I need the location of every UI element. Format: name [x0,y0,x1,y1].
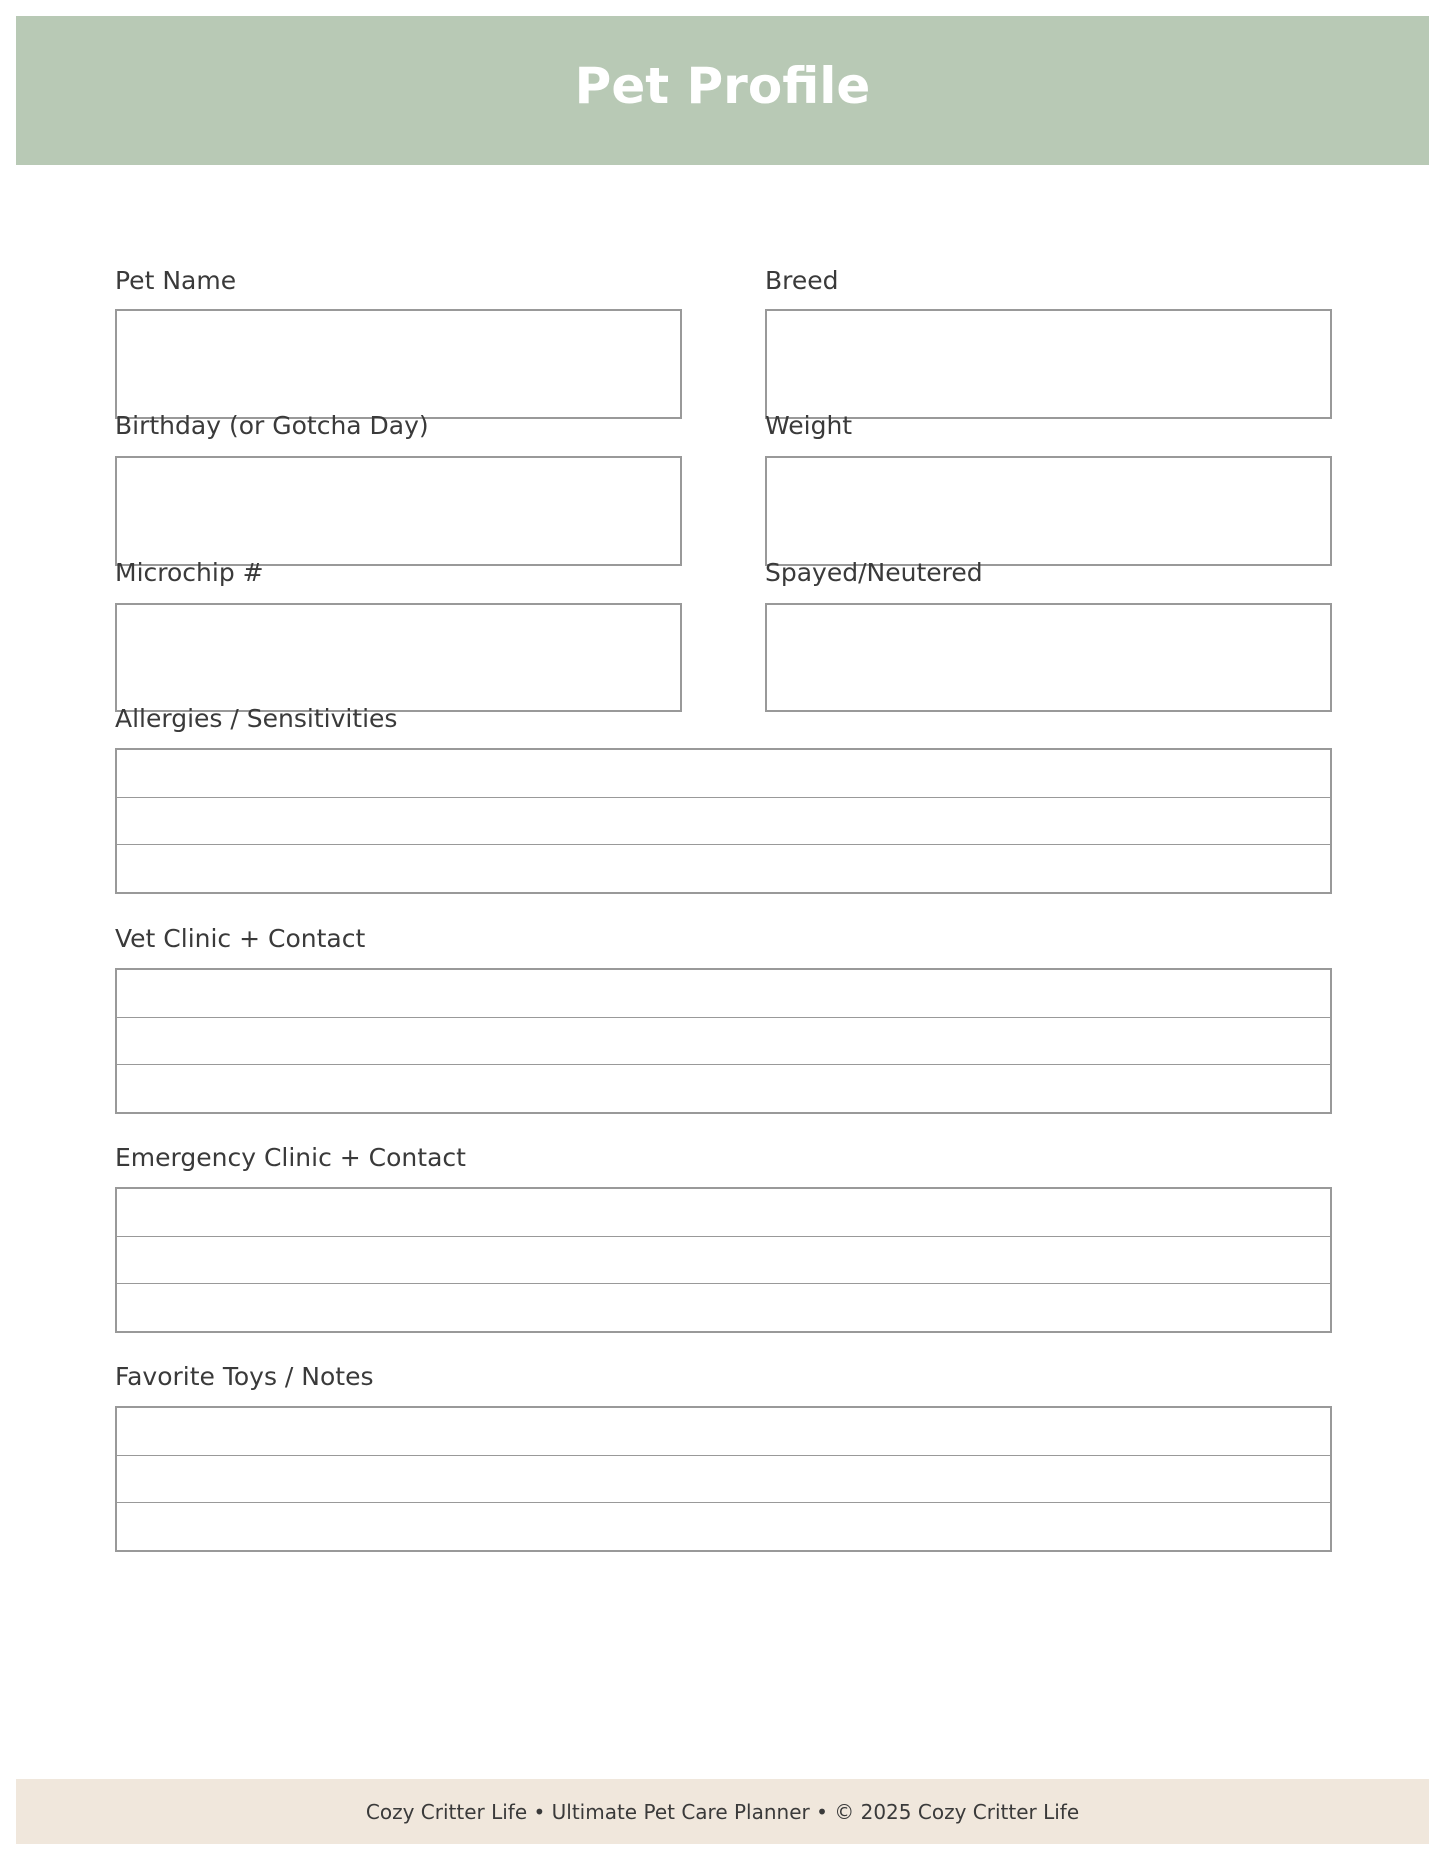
page-header [16,16,1429,165]
favorite-toys-line-3[interactable] [117,1502,1330,1550]
vet-clinic-line-3[interactable] [117,1064,1330,1112]
vet-clinic-line-2[interactable] [117,1017,1330,1065]
pet-name-label: Pet Name [115,266,237,295]
allergies-line-1[interactable] [117,750,1330,797]
breed-label: Breed [765,266,839,295]
allergies-line-2[interactable] [117,797,1330,845]
birthday-label: Birthday (or Gotcha Day) [115,411,429,440]
birthday-field[interactable] [115,456,682,566]
emergency-clinic-field[interactable] [115,1187,1332,1333]
breed-field[interactable] [765,309,1332,419]
weight-field[interactable] [765,456,1332,566]
page-title: Pet Profile [574,57,871,115]
footer-copyright: Cozy Critter Life • Ultimate Pet Care Planner • © 2025 Cozy Critter Life [365,1799,1080,1824]
vet-clinic-field[interactable] [115,968,1332,1114]
allergies-label: Allergies / Sensitivities [115,704,398,733]
favorite-toys-label: Favorite Toys / Notes [115,1362,374,1391]
emergency-clinic-line-3[interactable] [117,1283,1330,1331]
spayed-neutered-field[interactable] [765,603,1332,712]
page-footer [16,1779,1429,1844]
favorite-toys-field[interactable] [115,1406,1332,1552]
microchip-label: Microchip # [115,558,264,587]
favorite-toys-line-1[interactable] [117,1408,1330,1455]
favorite-toys-line-2[interactable] [117,1455,1330,1503]
vet-clinic-label: Vet Clinic + Contact [115,924,366,953]
allergies-field[interactable] [115,748,1332,894]
vet-clinic-line-1[interactable] [117,970,1330,1017]
weight-label: Weight [765,411,853,440]
microchip-field[interactable] [115,603,682,712]
emergency-clinic-line-2[interactable] [117,1236,1330,1284]
allergies-line-3[interactable] [117,844,1330,892]
emergency-clinic-line-1[interactable] [117,1189,1330,1236]
pet-name-field[interactable] [115,309,682,419]
spayed-neutered-label: Spayed/Neutered [765,558,983,587]
emergency-clinic-label: Emergency Clinic + Contact [115,1143,466,1172]
